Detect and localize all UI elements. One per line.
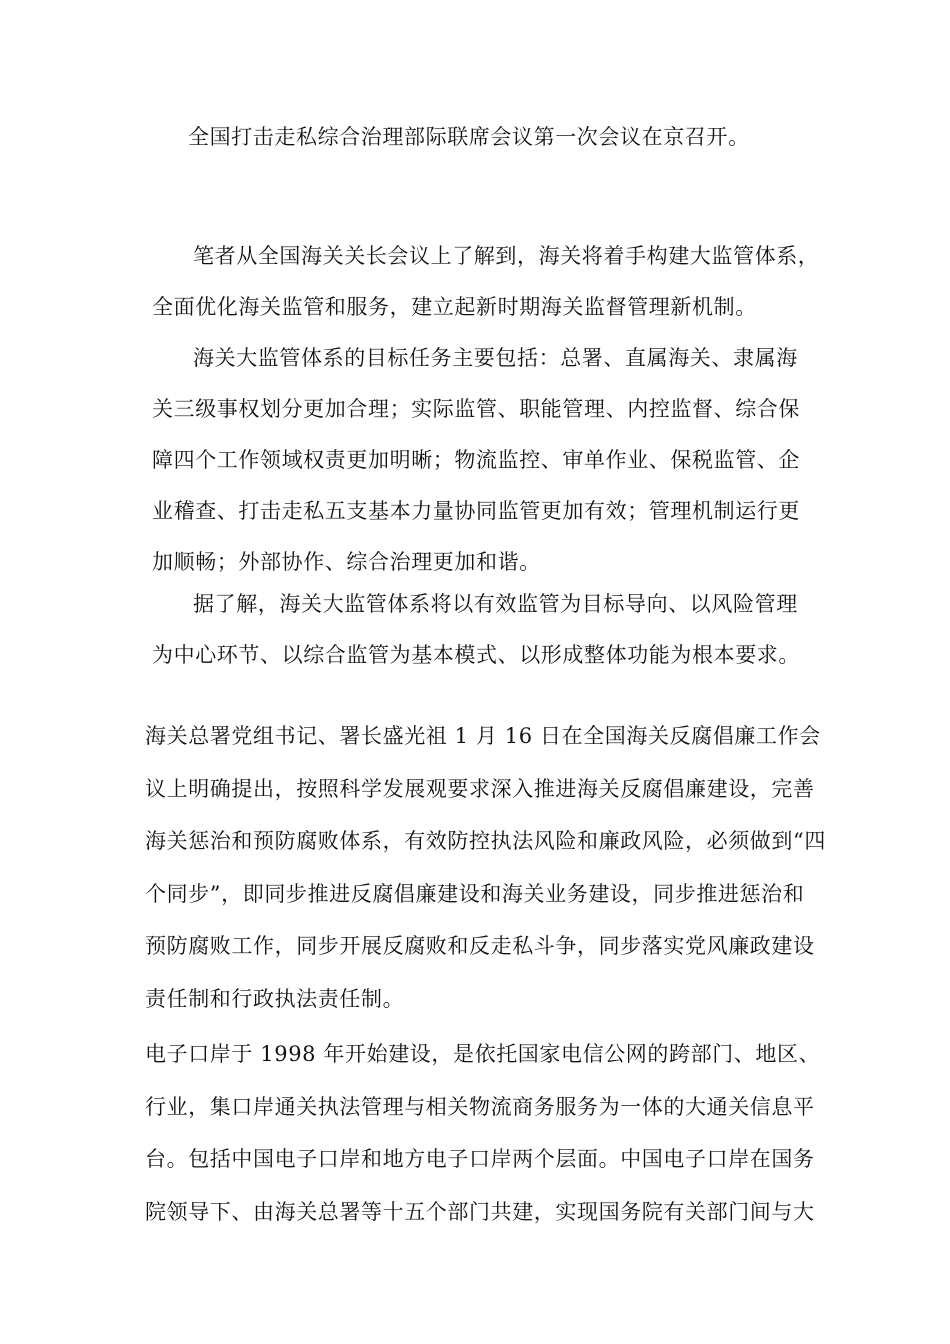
paragraph-line: 笔者从全国海关关长会议上了解到，海关将着手构建大监管体系， [193, 244, 820, 268]
paragraph-line: 据了解，海关大监管体系将以有效监管为目标导向、以风险管理 [193, 592, 798, 616]
paragraph-line: 院领导下、由海关总署等十五个部门共建，实现国务院有关部门间与大 [145, 1199, 815, 1224]
paragraph-system-orientation [152, 579, 800, 681]
paragraph-line: 责任制和行政执法责任制。 [145, 986, 405, 1011]
paragraph-line: 海关惩治和预防腐败体系，有效防控执法风险和廉政风险，必须做到“四 [145, 829, 826, 853]
paragraph-line: 障四个工作领域权责更加明晰；物流监控、审单作业、保税监管、企 [152, 448, 800, 472]
paragraph-line: 行业，集口岸通关执法管理与相关物流商务服务为一体的大通关信息平 [145, 1094, 815, 1119]
paragraph-line: 关三级事权划分更加合理；实际监管、职能管理、内控监督、综合保 [152, 397, 800, 421]
paragraph-line: 海关总署党组书记、署长盛光祖 1 月 16 日在全国海关反腐倡廉工作会 [145, 724, 821, 748]
paragraph-line: 为中心环节、以综合监管为基本模式、以形成整体功能为根本要求。 [152, 643, 800, 667]
paragraph-customs-supervision-system [152, 231, 819, 333]
title-line-paragraph [188, 124, 750, 150]
paragraph-line: 全面优化海关监管和服务，建立起新时期海关监督管理新机制。 [152, 295, 757, 319]
paragraph-line: 议上明确提出，按照科学发展观要求深入推进海关反腐倡廉建设，完善 [145, 776, 815, 801]
paragraph-line: 海关大监管体系的目标任务主要包括：总署、直属海关、隶属海 [193, 346, 798, 370]
paragraph-line: 电子口岸于 1998 年开始建设，是依托国家电信公网的跨部门、地区、 [145, 1042, 821, 1066]
paragraph-line: 台。包括中国电子口岸和地方电子口岸两个层面。中国电子口岸在国务 [145, 1147, 815, 1171]
title-line: 全国打击走私综合治理部际联席会议第一次会议在京召开。 [188, 125, 750, 149]
paragraph-line: 加顺畅；外部协作、综合治理更加和谐。 [152, 550, 541, 574]
paragraph-system-goals [152, 333, 800, 588]
paragraph-line: 预防腐败工作，同步开展反腐败和反走私斗争，同步落实党风廉政建设 [145, 934, 815, 958]
paragraph-anti-corruption [145, 710, 826, 1025]
paragraph-line: 个同步”，即同步推进反腐倡廉建设和海关业务建设，同步推进惩治和 [145, 881, 805, 906]
paragraph-line: 业稽查、打击走私五支基本力量协同监管更加有效；管理机制运行更 [152, 499, 800, 523]
paragraph-electronic-port [145, 1028, 820, 1238]
